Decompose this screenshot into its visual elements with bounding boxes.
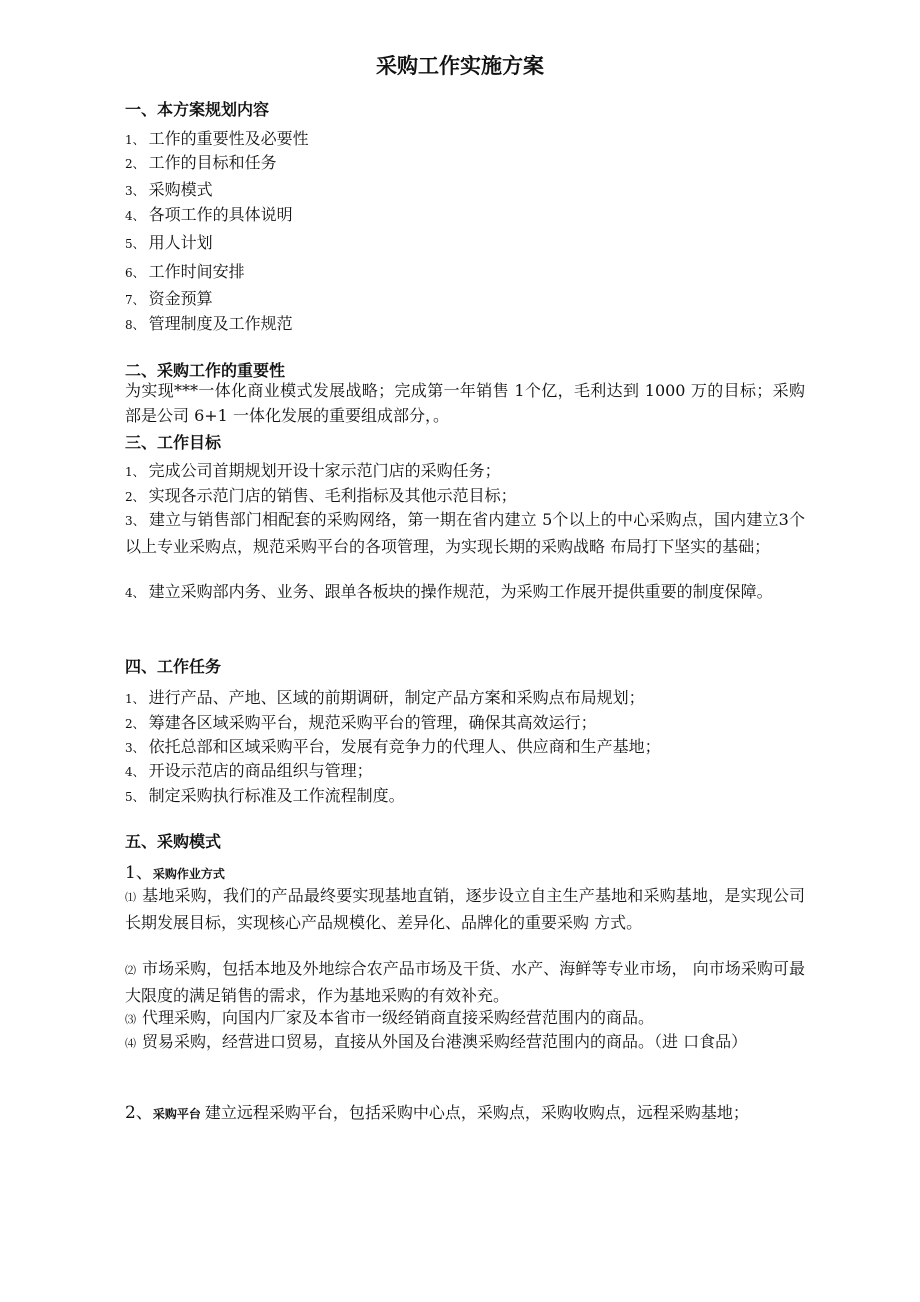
list-text: 实现各示范门店的销售、毛利指标及其他示范目标； [148, 486, 517, 505]
section-4-heading: 四、工作任务 [125, 657, 222, 676]
mode-paragraph [125, 956, 805, 1008]
list-text: 资金预算 [148, 289, 213, 308]
subsection-text: 建立远程采购平台，包括采购中心点，采购点，采购收购点，远程采购基地； [204, 1103, 749, 1122]
paragraph-number: ⑶ [125, 1013, 136, 1026]
list-item [125, 685, 645, 708]
list-text: 完成公司首期规划开设十家示范门店的采购任务； [148, 461, 501, 480]
list-number: 1、 [125, 465, 145, 479]
list-text: 管理制度及工作规范 [148, 314, 293, 333]
list-item [125, 710, 597, 733]
list-number: 3、 [125, 741, 145, 755]
list-number: 7、 [125, 293, 145, 307]
subsection-number: 1、 [125, 863, 153, 883]
list-text: 建立采购部内务、业务、跟单各板块的操作规范，为采购工作展开提供重要的制度保障。 [148, 582, 773, 601]
paragraph-text: 代理采购，向国内厂家及本省市一级经销商直接采购经营范围内的商品。 [142, 1008, 655, 1027]
list-text: 工作的重要性及必要性 [148, 129, 309, 148]
paragraph-text: 基地采购，我们的产品最终要实现基地直销，逐步设立自主生产基地和采购基地，是实现公司长期发展目标，实现核心产品规模化、差异化、品牌化的重要采购 方式。 [125, 886, 805, 932]
list-item [125, 734, 661, 757]
list-number: 4、 [125, 209, 145, 223]
paragraph-number: ⑵ [125, 964, 137, 977]
list-number: 4、 [125, 586, 145, 600]
list-number: 1、 [125, 133, 145, 147]
subsection-number: 2、 [125, 1103, 153, 1123]
list-item [125, 202, 293, 225]
mode-paragraph [125, 1029, 805, 1056]
list-text: 工作时间安排 [148, 262, 245, 281]
list-text: 采购模式 [148, 180, 213, 199]
subsection-2 [125, 1100, 805, 1127]
list-item [125, 177, 213, 200]
list-number: 2、 [125, 490, 145, 504]
mode-paragraph [125, 1005, 805, 1032]
list-item [125, 579, 805, 606]
list-text: 制定采购执行标准及工作流程制度。 [148, 786, 405, 805]
list-number: 4、 [125, 765, 145, 779]
list-text: 各项工作的具体说明 [148, 205, 293, 224]
subsection-1 [125, 858, 225, 883]
list-number: 3、 [125, 514, 145, 528]
paragraph-number: ⑴ [125, 891, 137, 904]
list-text: 工作的目标和任务 [148, 153, 277, 172]
list-item [125, 126, 309, 149]
list-item [125, 150, 277, 173]
section-2-paragraph: 为实现***一体化商业模式发展战略；完成第一年销售 1个亿，毛利达到 1000 万的目标；采购部是公司 6+1 一体化发展的重要组成部分，。 [125, 381, 805, 425]
list-number: 5、 [125, 790, 145, 804]
list-number: 2、 [125, 157, 145, 171]
list-text: 进行产品、产地、区域的前期调研，制定产品方案和采购点布局规划； [148, 688, 645, 707]
list-item [125, 758, 373, 781]
subsection-label: 采购平台 [152, 1107, 201, 1121]
paragraph-text: 市场采购，包括本地及外地综合农产品市场及干货、水产、海鲜等专业市场， 向市场采购可最大限度的满足销售的需求，作为基地采购的有效补充。 [125, 959, 805, 1005]
document-title: 采购工作实施方案 [376, 54, 544, 78]
list-text: 建立与销售部门相配套的采购网络，第一期在省内建立 5个以上的中心采购点，国内建立3个以上专业采购点，规范采购平台的各项管理，为实现长期的采购战略 布局打下坚实的基础； [125, 510, 806, 556]
list-text: 筹建各区域采购平台，规范采购平台的管理，确保其高效运行； [148, 713, 597, 732]
list-item [125, 507, 805, 559]
list-item [125, 259, 245, 282]
paragraph-number: ⑷ [125, 1037, 136, 1050]
list-number: 1、 [125, 692, 145, 706]
list-number: 3、 [125, 184, 145, 198]
list-text: 依托总部和区域采购平台，发展有竞争力的代理人、供应商和生产基地； [148, 737, 661, 756]
list-text: 开设示范店的商品组织与管理； [148, 761, 373, 780]
section-3-heading: 三、工作目标 [125, 433, 222, 452]
list-item [125, 311, 293, 334]
list-item [125, 286, 213, 309]
section-5-heading: 五、采购模式 [125, 832, 222, 851]
mode-paragraph [125, 883, 805, 935]
subsection-label: 采购作业方式 [152, 867, 225, 881]
list-number: 8、 [125, 318, 145, 332]
list-number: 2、 [125, 717, 145, 731]
list-number: 6、 [125, 266, 145, 280]
section-1-heading: 一、本方案规划内容 [125, 100, 270, 119]
list-item [125, 783, 405, 806]
paragraph-text: 贸易采购，经营进口贸易，直接从外国及台港澳采购经营范围内的商品。（进 口食品） [142, 1032, 748, 1051]
section-2-heading: 二、采购工作的重要性 [125, 361, 286, 380]
list-item [125, 458, 805, 485]
list-number: 5、 [125, 237, 145, 251]
list-item [125, 483, 805, 510]
list-text: 用人计划 [148, 233, 213, 252]
list-item [125, 230, 213, 253]
